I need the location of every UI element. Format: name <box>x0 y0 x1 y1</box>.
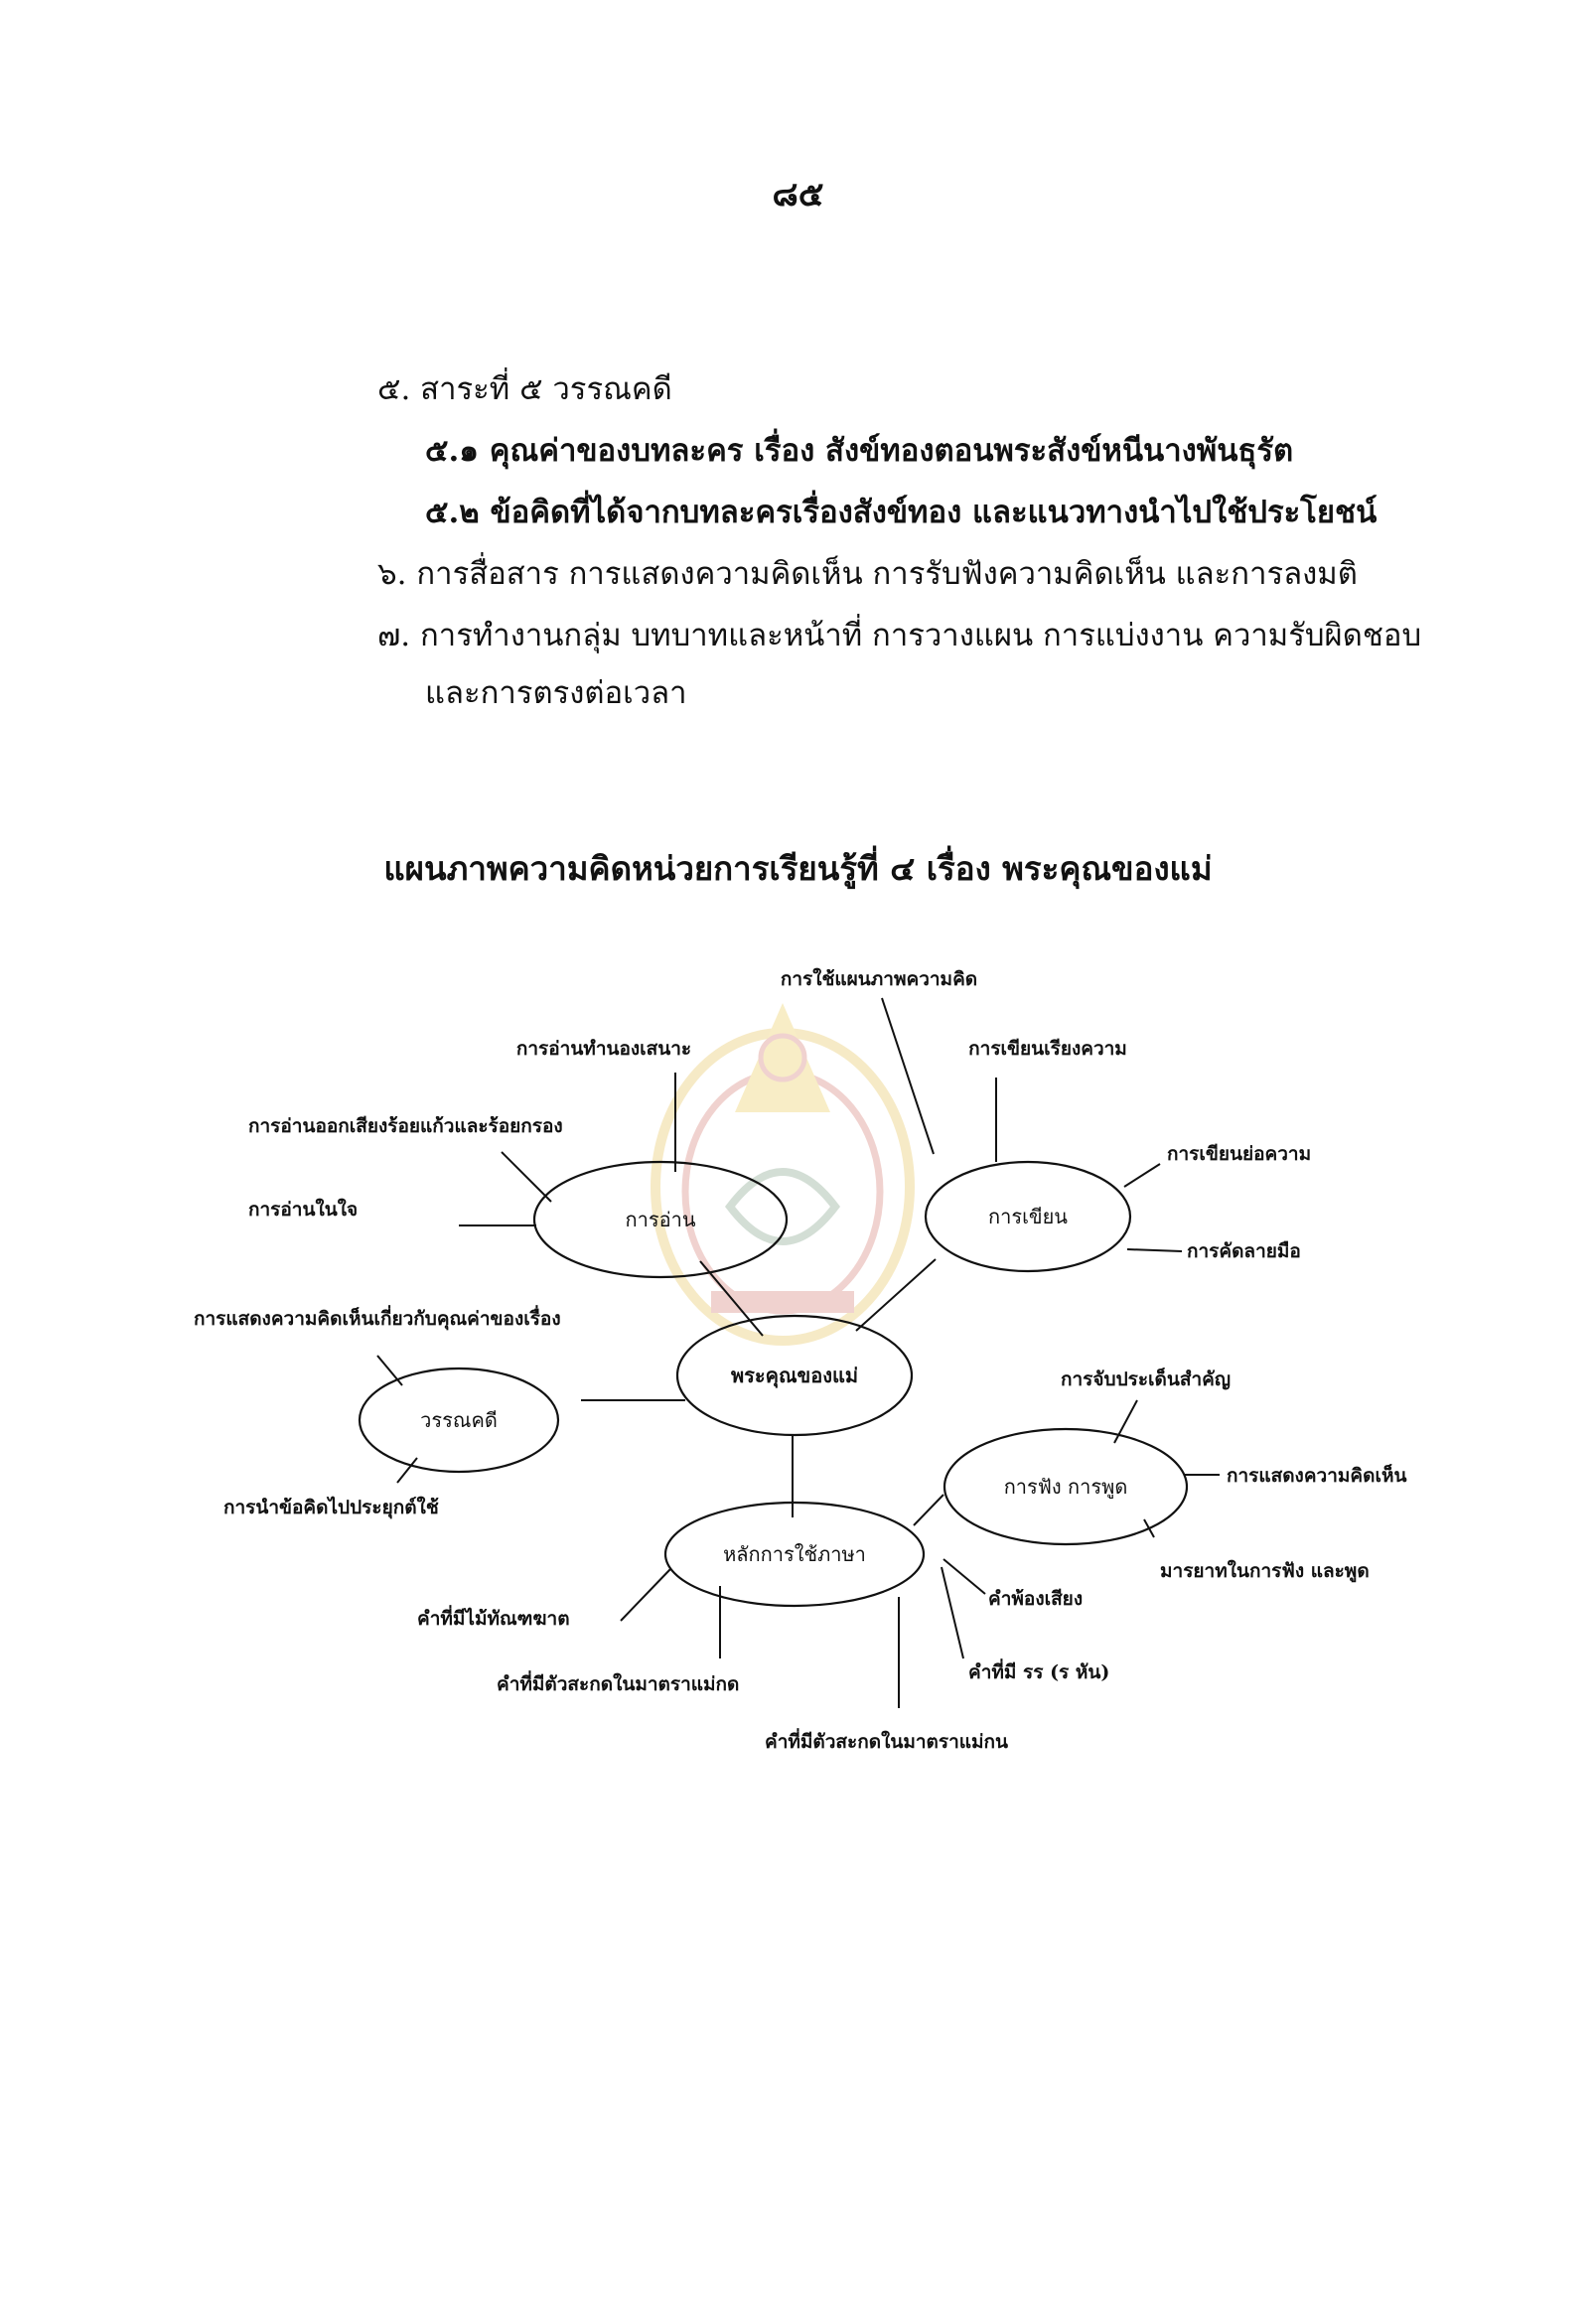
branch-listening-1: การจับประเด็นสำคัญ <box>1061 1368 1232 1390</box>
writing-label: การเขียน <box>988 1205 1068 1228</box>
outline-item-5-1: ๕.๑ คุณค่าของบทละคร เรื่อง สังข์ทองตอนพระสังข์หนีนางพันธุรัต <box>425 433 1294 469</box>
branch-writing-4: การคัดลายมือ <box>1187 1240 1301 1262</box>
branch-reading-1: การอ่านทำนองเสนาะ <box>515 1038 692 1060</box>
outline-item-7-cont: และการตรงต่อเวลา <box>425 675 687 711</box>
outline-item-5: ๕. สาระที่ ๕ วรรณคดี <box>377 371 672 407</box>
branch-writing-3: การเขียนย่อความ <box>1167 1143 1312 1165</box>
outline-item-6: ๖. การสื่อสาร การแสดงความคิดเห็น การรับฟังความคิดเห็น และการลงมติ <box>377 556 1358 592</box>
outline-item-7: ๗. การทำงานกลุ่ม บทบาทและหน้าที่ การวางแผน การแบ่งงาน ความรับผิดชอบ <box>377 618 1422 653</box>
mindmap-title: แผนภาพความคิดหน่วยการเรียนรู้ที่ ๔ เรื่อง พระคุณของแม่ <box>383 849 1213 888</box>
branch-reading-3: การอ่านในใจ <box>248 1199 359 1221</box>
center-label: พระคุณของแม่ <box>730 1364 859 1387</box>
language-label: หลักการใช้ภาษา <box>723 1542 866 1566</box>
branch-language-3: คำที่มีตัวสะกดในมาตราแม่กน <box>765 1731 1009 1753</box>
branch-writing-2: การเขียนเรียงความ <box>968 1038 1127 1060</box>
emblem-watermark <box>655 1003 910 1341</box>
branch-listening-2: การแสดงความคิดเห็น <box>1227 1465 1407 1487</box>
branch-language-4: คำที่มี รร (ร หัน) <box>968 1661 1110 1683</box>
page-number: ๘๕ <box>772 175 824 215</box>
branch-listening-3: มารยาทในการฟัง และพูด <box>1160 1560 1370 1582</box>
branch-literature-1: การแสดงความคิดเห็นเกี่ยวกับคุณค่าของเรื่อง <box>194 1308 561 1330</box>
listening-label: การฟัง การพูด <box>1003 1475 1128 1499</box>
branch-language-2: คำที่มีตัวสะกดในมาตราแม่กด <box>497 1673 740 1695</box>
branch-writing-1: การใช้แผนภาพความคิด <box>780 968 978 990</box>
branch-language-1: คำที่มีไม้ทัณฑฆาต <box>417 1608 570 1630</box>
branch-language-5: คำพ้องเสียง <box>988 1588 1084 1610</box>
branch-literature-2: การนำข้อคิดไปประยุกต์ใช้ <box>223 1497 439 1518</box>
reading-label: การอ่าน <box>625 1208 696 1231</box>
branch-reading-2: การอ่านออกเสียงร้อยแก้วและร้อยกรอง <box>248 1115 563 1137</box>
literature-label: วรรณคดี <box>420 1408 498 1432</box>
outline-item-5-2: ๕.๒ ข้อคิดที่ได้จากบทละครเรื่องสังข์ทอง และแนวทางนำไปใช้ประโยชน์ <box>425 495 1378 530</box>
